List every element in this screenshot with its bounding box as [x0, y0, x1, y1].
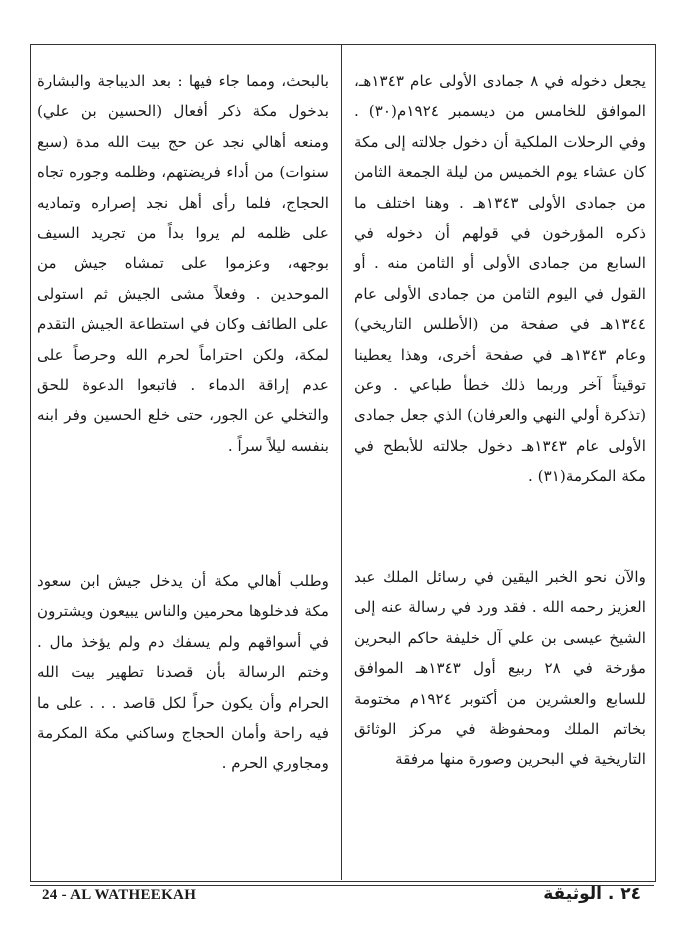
right-column-paragraph-2: والآن نحو الخبر اليقين في رسائل الملك عبد العزيز رحمه الله . فقد ورد في رسالة عنه إلى الشيخ عيسى بن علي آل خليفة حاكم البحرين مؤرخة في ٢٨ ربيع أول ١٣٤٣هـ الموافق للسابع والعشرين من أكتوبر ١٩٢٤م مختومة بخاتم الملك ومحفوظة في مركز الوثائق التاريخية في البحرين وصورة منها مرفقة: [354, 568, 646, 769]
right-column: [354, 66, 646, 775]
left-column: [37, 66, 329, 779]
footer-page-number-english: 24 - AL WATHEEKAH: [42, 887, 197, 903]
column-divider: [341, 44, 342, 880]
left-column-paragraph-2: وطلب أهالي مكة أن يدخل جيش ابن سعود مكة فدخلوها محرمين والناس يبيعون ويشترون في أسواقهم ولم يسفك دم ولم يؤخذ مال . وختم الرسالة بأن قصدنا تطهير بيت الله الحرام وأن يكون حراً لكل قاصد . . . على ما فيه راحة وأمان الحجاج وساكني مكة المكرمة ومجاوري الحرم .: [37, 572, 329, 773]
footer-page-number-arabic: ٢٤ . الوثيقة: [543, 884, 641, 904]
right-column-paragraph-1: يجعل دخوله في ٨ جمادى الأولى عام ١٣٤٣هـ، الموافق للخامس من ديسمبر ١٩٢٤م(٣٠) . وفي الرحلات الملكية أن دخول جلالته إلى مكة كان عشاء يوم الخميس من ليلة الجمعة الثامن من جمادى الأولى ١٣٤٣هـ . وهنا اختلف ما ذكره المؤرخون في قولهم أن دخوله في السابع من جمادى الأولى أو الثامن منه . أو القول في اليوم الثامن من جمادى الأولى عام ١٣٤٤هـ في صفحة من (الأطلس التاريخي) وعام ١٣٤٣هـ في صفحة أخرى، وهذا يعطينا توقيتاً آخر وربما ذلك خطأ طباعي . وعن (تذكرة أولي النهي والعرفان) الذي جعل جمادى الأولى عام ١٣٤٣هـ دخول جلالته للأبطح في مكة المكرمة(٣١) .: [354, 72, 647, 486]
left-column-paragraph-1: بالبحث، ومما جاء فيها : بعد الديباجة والبشارة بدخول مكة ذكر أفعال (الحسين بن علي) ومنعه أهالي نجد عن حج بيت الله مدة (سبع سنوات) من أداء فريضتهم، وظلمه وجوره تجاه الحجاج، فلما رأى أهل نجد إصراره وتماديه على ظلمه لم يروا بداً من تجريد السيف بوجهه، وعزموا على تمشاه جيش من الموحدين . وفعلاً مشى الجيش ثم استولى على الطائف وكان في استطاعة الجيش التقدم لمكة، ولكن احتراماً لحرم الله وحرصاً على عدم إراقة الدماء . فاتبعوا الدعوة للحق والتخلي عن الجور، حتى خلع الحسين وفر ابنه بنفسه ليلاً سراً .: [37, 72, 329, 455]
